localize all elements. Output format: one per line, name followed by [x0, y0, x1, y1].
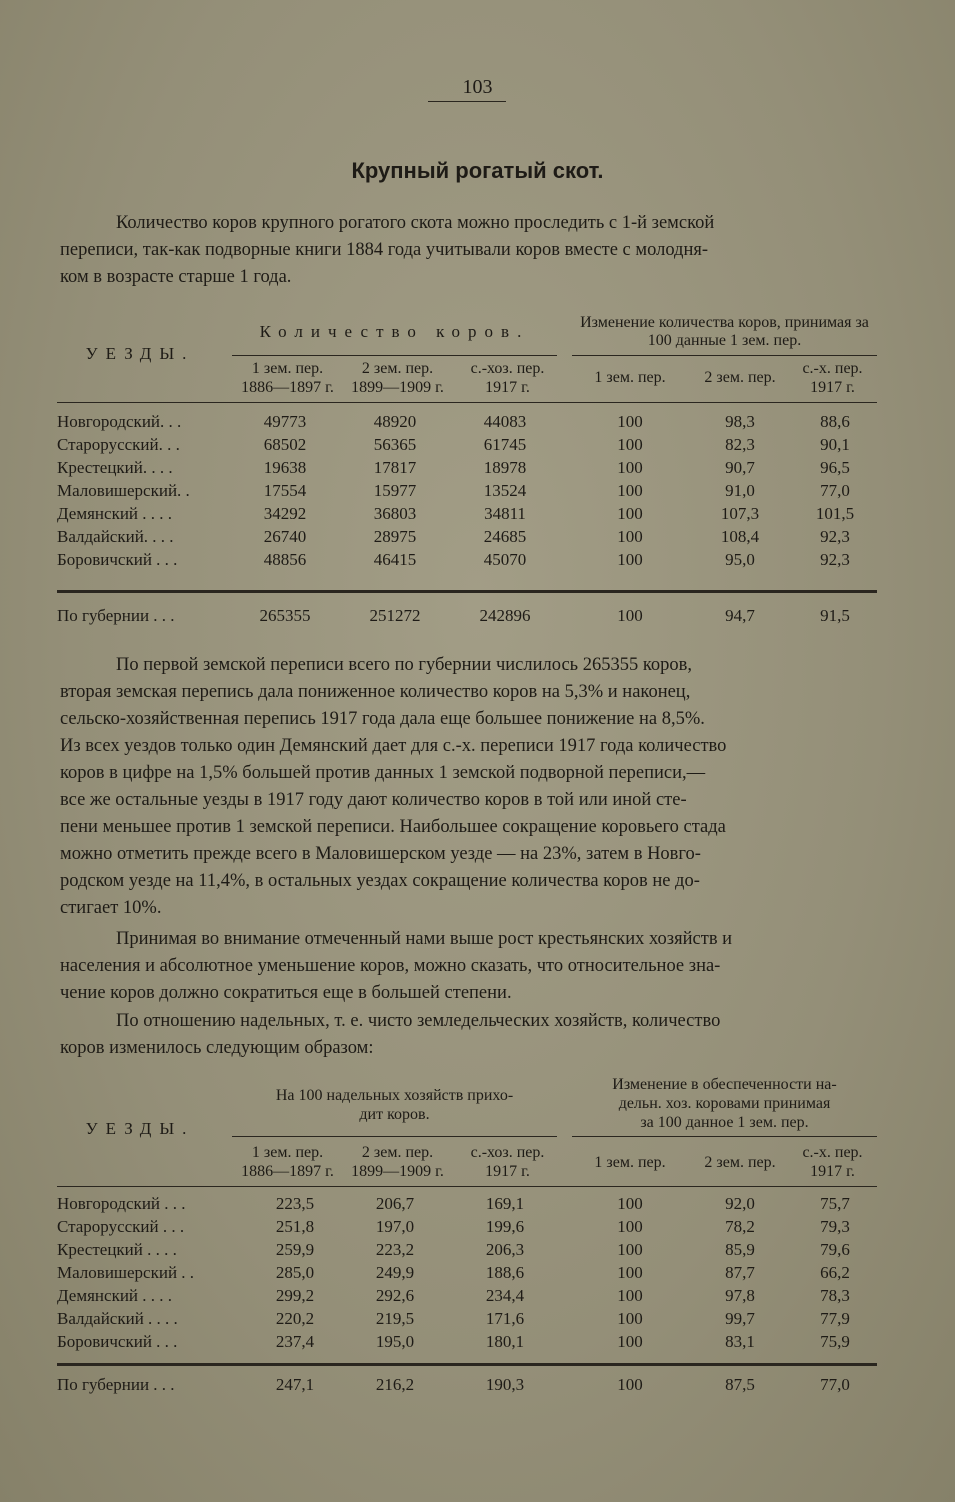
table-row [0, 1332, 955, 1354]
col-header [230, 359, 345, 397]
section-title: Крупный рогатый скот. [351, 158, 604, 183]
text-line: ком в возрасте старше 1 года. [60, 267, 292, 287]
row-label: Демянский . . . . [57, 1286, 173, 1305]
header-rule [572, 355, 877, 356]
cell: 83,1 [725, 1332, 755, 1351]
cell: 82,3 [725, 435, 755, 454]
col-header-line: 1 зем. пер. [251, 360, 324, 377]
cell: 251,8 [275, 1217, 315, 1236]
table-row [0, 435, 955, 457]
cell: 234,4 [485, 1286, 525, 1305]
table-row [0, 527, 955, 549]
text-line: пени меньшее против 1 земской переписи. Наибольшее сокращение коровьего стада [60, 817, 726, 837]
cell: 28975 [373, 527, 417, 546]
cell: 88,6 [820, 412, 850, 431]
col-header-line: с.-хоз. пер. [470, 1144, 545, 1161]
cell: 251272 [369, 606, 421, 625]
header-rule [232, 355, 557, 356]
cell: 188,6 [485, 1263, 525, 1282]
cell: 100 [617, 504, 643, 523]
group-header-change [572, 1075, 877, 1132]
cell: 77,9 [820, 1309, 850, 1328]
cell: 169,1 [485, 1194, 525, 1213]
text-line: чение коров должно сократиться еще в большей степени. [60, 983, 512, 1003]
text-line: По отношению надельных, т. е. чисто земледельческих хозяйств, количество [116, 1011, 721, 1031]
cell: 100 [617, 527, 643, 546]
row-label: Валдайский . . . . [57, 1309, 178, 1328]
cell: 223,2 [375, 1240, 415, 1259]
table-row [0, 1217, 955, 1239]
cell: 299,2 [275, 1286, 315, 1305]
cell: 100 [617, 435, 643, 454]
col-header-line: 1886—1897 г. [241, 1163, 334, 1180]
col-header-line: с.-х. пер. [802, 1144, 863, 1161]
col-header: 2 зем. пер. [704, 1154, 776, 1171]
cell: 91,0 [725, 481, 755, 500]
cell: 96,5 [820, 458, 850, 477]
cell: 108,4 [720, 527, 760, 546]
cell: 190,3 [485, 1375, 525, 1394]
col-header-line: с.-х. пер. [802, 360, 863, 377]
text-line: все же остальные уезды в 1917 году дают количество коров в той или иной сте- [60, 790, 687, 810]
cell: 77,0 [820, 481, 850, 500]
col-header: 1 зем. пер. [594, 369, 666, 386]
cell: 100 [617, 412, 643, 431]
page-number: 103 [462, 76, 493, 98]
cell: 17817 [373, 458, 417, 477]
table-row [0, 1309, 955, 1331]
cell: 24685 [483, 527, 527, 546]
cell: 87,7 [725, 1263, 755, 1282]
cell: 85,9 [725, 1240, 755, 1259]
cell: 265355 [259, 606, 311, 625]
cell: 34292 [263, 504, 307, 523]
cell: 48856 [263, 550, 307, 569]
intro-paragraph [60, 210, 878, 291]
cell: 79,3 [820, 1217, 850, 1236]
text-line: По первой земской переписи всего по губернии числилось 265355 коров, [116, 655, 693, 675]
cell: 66,2 [820, 1263, 850, 1282]
total-row [0, 606, 955, 628]
row-label: Крестецкий . . . . [57, 1240, 177, 1259]
cell: 18978 [483, 458, 527, 477]
cell: 285,0 [275, 1263, 315, 1282]
table-row [0, 1286, 955, 1308]
row-label: Демянский . . . . [57, 504, 173, 523]
cell: 107,3 [720, 504, 760, 523]
row-label: Новгородский. . . [57, 412, 182, 431]
text-line: Из всех уездов только один Демянский дает для с.-х. переписи 1917 года количество [60, 736, 727, 756]
total-row [0, 1375, 955, 1397]
cell: 90,1 [820, 435, 850, 454]
group-header-count: Количество коров. [259, 322, 530, 341]
cell: 48920 [373, 412, 417, 431]
cell: 75,7 [820, 1194, 850, 1213]
cell: 45070 [483, 550, 527, 569]
col-header [450, 359, 565, 397]
cell: 100 [617, 1217, 643, 1236]
cell: 26740 [263, 527, 307, 546]
cell: 100 [617, 1263, 643, 1282]
col-header-line: с.-хоз. пер. [470, 360, 545, 377]
text-line: переписи, так-как подворные книги 1884 года учитывали коров вместе с молодня- [60, 240, 709, 260]
cell: 97,8 [725, 1286, 755, 1305]
col-header [230, 1143, 345, 1181]
cell: 95,0 [725, 550, 755, 569]
col-header [785, 1143, 880, 1181]
table-row [0, 504, 955, 526]
row-label: Боровичский . . . [57, 1332, 178, 1351]
cell: 36803 [373, 504, 417, 523]
cell: 100 [617, 1375, 643, 1394]
cell: 94,7 [725, 606, 755, 625]
cell: 100 [617, 1286, 643, 1305]
cell: 100 [617, 481, 643, 500]
col-header [785, 359, 880, 397]
group-header-line: за 100 данное 1 зем. пер. [640, 1114, 809, 1131]
total-rule [57, 590, 877, 593]
cell: 17554 [263, 481, 307, 500]
cell: 100 [617, 1309, 643, 1328]
cell: 206,3 [485, 1240, 525, 1259]
table-row [0, 1194, 955, 1216]
cell: 220,2 [275, 1309, 315, 1328]
col-header-line: 1 зем. пер. [251, 1144, 324, 1161]
cell: 19638 [263, 458, 307, 477]
note-paragraph [60, 926, 878, 1007]
page-number-rule [428, 101, 506, 102]
col-header [450, 1143, 565, 1181]
cell: 206,7 [375, 1194, 415, 1213]
header-bottom-rule [57, 1186, 877, 1187]
col-header-line: 2 зем. пер. [361, 360, 434, 377]
col-header: 1 зем. пер. [594, 1154, 666, 1171]
row-label: Новгородский . . . [57, 1194, 186, 1213]
group-header-change: Изменение количества коров, принимая за 100 данные 1 зем. пер. [580, 314, 869, 349]
row-label: Боровичский . . . [57, 550, 178, 569]
col-header-line: 1917 г. [485, 379, 530, 396]
text-line: населения и абсолютное уменьшение коров, можно сказать, что относительное зна- [60, 956, 721, 976]
text-line: стигает 10%. [60, 898, 162, 918]
cell: 92,3 [820, 527, 850, 546]
group-header-line: дит коров. [359, 1106, 430, 1123]
cell: 100 [617, 1332, 643, 1351]
row-label: Старорусский. . . [57, 435, 180, 454]
cell: 61745 [483, 435, 527, 454]
cell: 199,6 [485, 1217, 525, 1236]
cell: 98,3 [725, 412, 755, 431]
row-label: Маловишерский. . [57, 481, 190, 500]
table-row [0, 1263, 955, 1285]
cell: 34811 [484, 504, 526, 523]
table-row [0, 481, 955, 503]
row-label: Маловишерский . . [57, 1263, 195, 1282]
text-line: вторая земская перепись дала пониженное количество коров на 5,3% и наконец, [60, 682, 691, 702]
cell: 91,5 [820, 606, 850, 625]
cell: 92,0 [725, 1194, 755, 1213]
cell: 75,9 [820, 1332, 850, 1351]
cell: 90,7 [725, 458, 755, 477]
header-rule [572, 1136, 877, 1137]
col-header-line: 1917 г. [810, 1163, 855, 1180]
table-row [0, 412, 955, 434]
cell: 100 [617, 1194, 643, 1213]
cell: 223,5 [275, 1194, 315, 1213]
cell: 197,0 [375, 1217, 415, 1236]
col-uezdy-header: УЕЗДЫ. [85, 1119, 195, 1138]
cell: 44083 [483, 412, 527, 431]
group-header-line: На 100 надельных хозяйств прихо- [275, 1087, 514, 1104]
table-row [0, 550, 955, 572]
row-label: Старорусский . . . [57, 1217, 185, 1236]
group-header-line: Изменение в обеспеченности на- [612, 1076, 837, 1093]
text-line: коров в цифре на 1,5% большей против данных 1 земской подворной переписи,— [60, 763, 706, 783]
cell: 249,9 [375, 1263, 415, 1282]
col-uezdy-header: УЕЗДЫ. [85, 344, 195, 363]
row-label: Крестецкий. . . . [57, 458, 173, 477]
col-header-line: 1886—1897 г. [241, 379, 334, 396]
text-line: Количество коров крупного рогатого скота можно проследить с 1-й земской [116, 213, 715, 233]
cell: 99,7 [725, 1309, 755, 1328]
cell: 15977 [373, 481, 417, 500]
col-header-line: 2 зем. пер. [361, 1144, 434, 1161]
cell: 100 [617, 1240, 643, 1259]
cell: 216,2 [375, 1375, 415, 1394]
cell: 171,6 [485, 1309, 525, 1328]
analysis-paragraph [60, 652, 878, 922]
cell: 180,1 [485, 1332, 525, 1351]
text-line: родском уезде на 11,4%, в остальных уездах сокращение количества коров не до- [60, 871, 700, 891]
cell: 101,5 [815, 504, 855, 523]
cell: 56365 [373, 435, 417, 454]
cell: 79,6 [820, 1240, 850, 1259]
table-row [0, 458, 955, 480]
cell: 92,3 [820, 550, 850, 569]
cell: 100 [617, 550, 643, 569]
total-rule [57, 1363, 877, 1366]
header-rule [232, 1136, 557, 1137]
cell: 219,5 [375, 1309, 415, 1328]
text-line: коров изменилось следующим образом: [60, 1038, 374, 1058]
col-header-line: 1899—1909 г. [351, 379, 444, 396]
cell: 13524 [483, 481, 527, 500]
row-label: По губернии . . . [57, 1375, 175, 1394]
cell: 46415 [373, 550, 417, 569]
group-header-per100 [232, 1086, 557, 1124]
col-header [340, 359, 455, 397]
cell: 195,0 [375, 1332, 415, 1351]
cell: 77,0 [820, 1375, 850, 1394]
col-header: 2 зем. пер. [704, 369, 776, 386]
cell: 68502 [263, 435, 307, 454]
cell: 100 [617, 458, 643, 477]
cell: 242896 [479, 606, 531, 625]
lead-paragraph [60, 1008, 878, 1062]
header-bottom-rule [57, 402, 877, 403]
row-label: По губернии . . . [57, 606, 175, 625]
row-label: Валдайский. . . . [57, 527, 174, 546]
cell: 87,5 [725, 1375, 755, 1394]
table-row [0, 1240, 955, 1262]
cell: 237,4 [275, 1332, 315, 1351]
cell: 78,3 [820, 1286, 850, 1305]
col-header [340, 1143, 455, 1181]
cell: 259,9 [275, 1240, 315, 1259]
text-line: можно отметить прежде всего в Маловишерском уезде — на 23%, затем в Новго- [60, 844, 701, 864]
text-line: сельско-хозяйственная перепись 1917 года дала еще большее понижение на 8,5%. [60, 709, 705, 729]
cell: 78,2 [725, 1217, 755, 1236]
cell: 292,6 [375, 1286, 415, 1305]
col-header-line: 1899—1909 г. [351, 1163, 444, 1180]
group-header-line: дельн. хоз. коровами принимая [618, 1095, 831, 1112]
cell: 49773 [263, 412, 307, 431]
col-header-line: 1917 г. [810, 379, 855, 396]
text-line: Принимая во внимание отмеченный нами выше рост крестьянских хозяйств и [116, 929, 733, 949]
col-header-line: 1917 г. [485, 1163, 530, 1180]
cell: 247,1 [275, 1375, 315, 1394]
cell: 100 [617, 606, 643, 625]
